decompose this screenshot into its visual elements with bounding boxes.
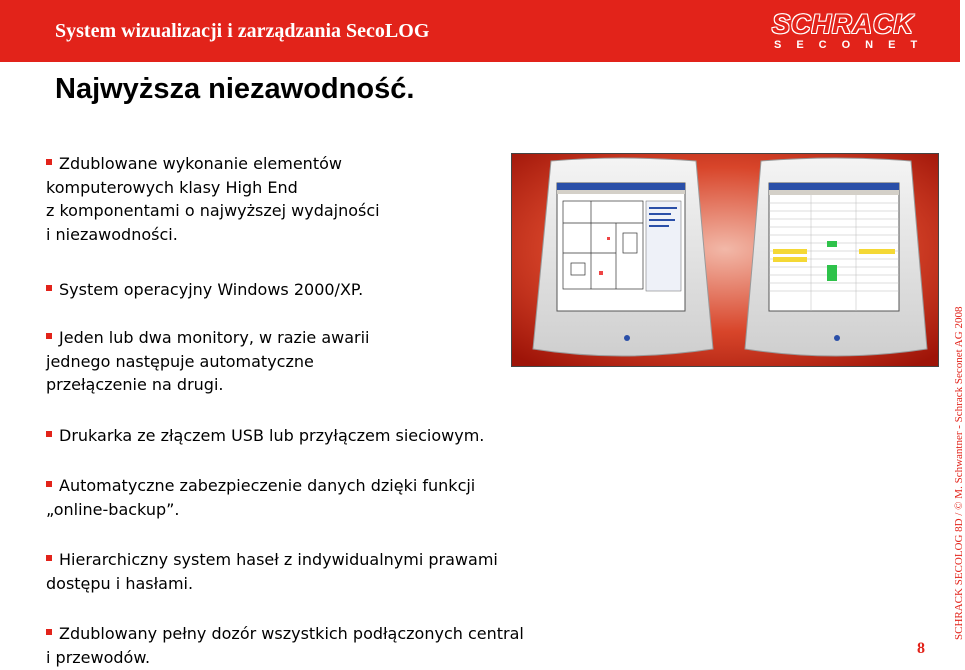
bullet-text: „online-backup”. <box>46 499 180 519</box>
bullet-text: z komponentami o najwyższej wydajności <box>46 201 380 220</box>
bullet-square-icon <box>46 629 52 635</box>
bullet-item <box>46 622 524 669</box>
bullet-square-icon <box>46 285 52 291</box>
bullet-text: Drukarka ze złączem USB lub przyłączem sieciowym. <box>59 426 485 445</box>
bullet-square-icon <box>46 159 52 165</box>
logo-wordmark: SCHRACK <box>772 9 914 39</box>
schrack-logo <box>772 9 933 54</box>
bullet-square-icon <box>46 481 52 487</box>
header-bar <box>0 0 960 62</box>
bullet-square-icon <box>46 555 52 561</box>
dual-monitor-photo <box>511 153 939 367</box>
footer-copyright: SCHRACK SECOLOG 8D / © M. Schwantner - Schrack Seconet AG 2008 <box>953 306 965 640</box>
bullet-square-icon <box>46 431 52 437</box>
bullet-text: Zdublowane wykonanie elementów <box>59 154 342 173</box>
slide-heading: Najwyższa niezawodność. <box>55 73 415 105</box>
bullet-text: i przewodów. <box>46 647 151 667</box>
bullet-item <box>46 326 369 397</box>
bullet-item <box>46 278 363 302</box>
bullet-item <box>46 474 475 521</box>
bullet-item <box>46 424 484 448</box>
bullet-text: jednego następuje automatyczne <box>46 351 314 371</box>
bullet-text: komputerowych klasy High End <box>46 177 298 197</box>
logo-subtitle: SECONET <box>774 39 933 51</box>
bullet-text: dostępu i hasłami. <box>46 573 194 593</box>
bullet-text: i niezawodności. <box>46 224 178 244</box>
bullet-item <box>46 548 498 595</box>
bullet-text: Zdublowany pełny dozór wszystkich podłączonych central <box>59 624 524 643</box>
bullet-item <box>46 152 380 246</box>
bullet-text: Hierarchiczny system haseł z indywidualnymi prawami <box>59 550 498 569</box>
page-number: 8 <box>917 640 925 657</box>
bullet-text: Automatyczne zabezpieczenie danych dzięki funkcji <box>59 476 476 495</box>
bullet-text: System operacyjny Windows 2000/XP. <box>59 280 364 299</box>
bullet-text: Jeden lub dwa monitory, w razie awarii <box>59 328 370 347</box>
app-title: System wizualizacji i zarządzania SecoLOG <box>55 20 430 42</box>
bullet-square-icon <box>46 333 52 339</box>
bullet-text: przełączenie na drugi. <box>46 375 224 394</box>
